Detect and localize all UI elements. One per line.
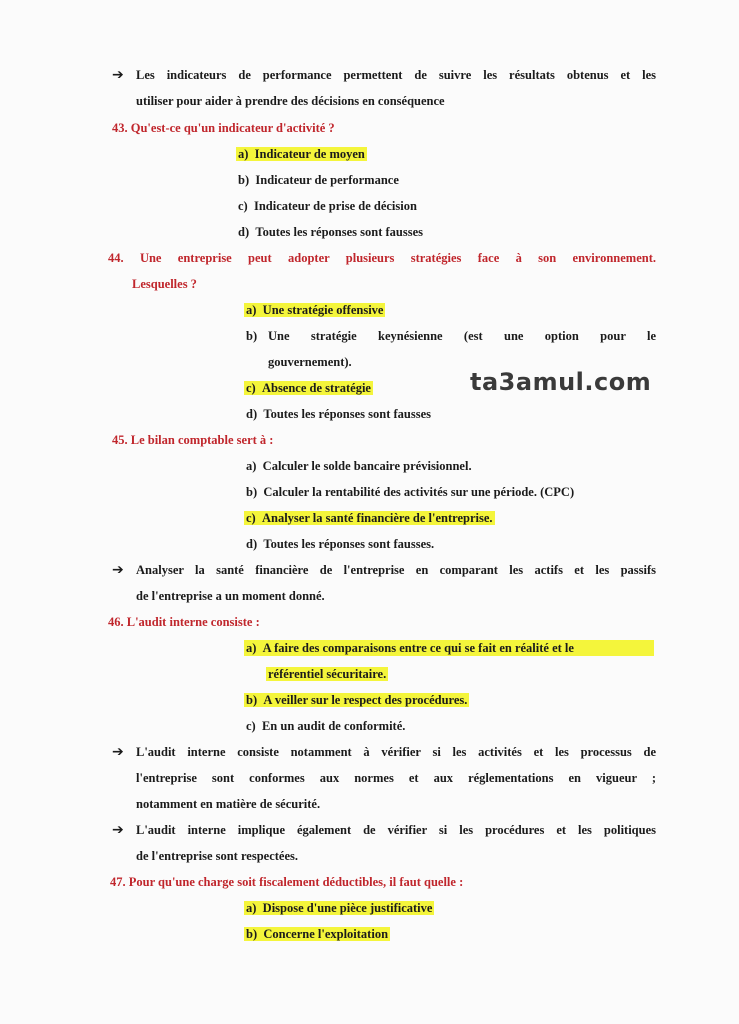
option-text: Une stratégie offensive: [262, 303, 384, 317]
option-text: Toutes les réponses sont fausses: [263, 407, 431, 421]
answer-option: [244, 692, 469, 708]
option-letter: c): [246, 719, 256, 733]
option-text: Analyser la santé financière de l'entreprise.: [261, 511, 493, 525]
note-line: de l'entreprise a un moment donné.: [136, 589, 325, 603]
answer-option: [244, 380, 373, 396]
option-text: En un audit de conformité.: [261, 719, 406, 733]
option-text: Calculer le solde bancaire prévisionnel.: [262, 459, 472, 473]
note-line: l'entreprise sont conformes aux normes et aux réglementations en vigueur ;: [136, 771, 656, 785]
arrow-icon: ➔: [112, 822, 124, 838]
answer-option: [244, 900, 434, 916]
answer-option: [244, 926, 390, 942]
note-line: Analyser la santé financière de l'entreprise en comparant les actifs et les passifs: [136, 563, 656, 577]
option-letter: d): [246, 407, 258, 421]
answer-option: [246, 484, 574, 500]
note-line: L'audit interne consiste notamment à vérifier si les activités et les processus de: [136, 745, 656, 759]
note-line: de l'entreprise sont respectées.: [136, 849, 298, 863]
answer-highlight: [244, 381, 373, 395]
option-text-cont: gouvernement).: [268, 355, 352, 369]
question-title: 43. Qu'est-ce qu'un indicateur d'activité ?: [112, 121, 335, 135]
option-text: Absence de stratégie: [261, 381, 371, 395]
option-letter: d): [238, 225, 250, 239]
question-title-cont: Lesquelles ?: [132, 277, 197, 291]
option-text: Dispose d'une pièce justificative: [262, 901, 433, 915]
option-text: Indicateur de performance: [255, 173, 399, 187]
answer-option: [244, 302, 385, 318]
option-text: Toutes les réponses sont fausses: [255, 225, 423, 239]
option-letter: a): [246, 901, 257, 915]
note-line: Les indicateurs de performance permettent de suivre les résultats obtenus et les: [136, 68, 656, 82]
option-letter: a): [246, 303, 257, 317]
question-title: 47. Pour qu'une charge soit fiscalement déductibles, il faut quelle :: [110, 875, 464, 889]
watermark-text: ta3amul.com: [470, 368, 652, 396]
option-letter: b): [238, 173, 250, 187]
option-text: A faire des comparaisons entre ce qui se fait en réalité et le: [262, 641, 574, 655]
option-letter: b): [246, 927, 258, 941]
answer-highlight: [244, 693, 469, 707]
answer-highlight: [244, 640, 654, 656]
answer-highlight: [244, 927, 390, 941]
answer-option: [238, 224, 423, 240]
answer-option: [244, 510, 495, 526]
arrow-icon: ➔: [112, 744, 124, 760]
answer-option: [238, 172, 399, 188]
option-letter: a): [246, 459, 257, 473]
option-letter: a): [246, 641, 257, 655]
answer-option: [246, 458, 472, 474]
answer-highlight: [244, 901, 434, 915]
option-letter: b): [246, 485, 258, 499]
answer-option: [244, 640, 654, 656]
question-title: 46. L'audit interne consiste :: [108, 615, 260, 629]
note-line: L'audit interne implique également de vérifier si les procédures et les politiques: [136, 823, 656, 837]
answer-highlight: [244, 511, 495, 525]
answer-highlight: [244, 303, 385, 317]
option-letter: d): [246, 537, 258, 551]
option-text: Indicateur de prise de décision: [253, 199, 417, 213]
answer-option: [246, 536, 434, 552]
answer-option: [246, 718, 405, 734]
arrow-icon: ➔: [112, 67, 124, 83]
answer-option: [238, 198, 417, 214]
option-letter: c): [238, 199, 248, 213]
answer-option: [236, 146, 367, 162]
arrow-icon: ➔: [112, 562, 124, 578]
option-text: Calculer la rentabilité des activités sur une période. (CPC): [263, 485, 575, 499]
option-text: Concerne l'exploitation: [263, 927, 389, 941]
option-text: Toutes les réponses sont fausses.: [263, 537, 435, 551]
option-text: A veiller sur le respect des procédures.: [263, 693, 468, 707]
option-letter: b): [246, 693, 258, 707]
option-letter: a): [238, 147, 249, 161]
option-letter: b): [246, 329, 258, 343]
answer-option: [246, 406, 431, 422]
option-letter: c): [246, 381, 256, 395]
question-title: 45. Le bilan comptable sert à :: [112, 433, 274, 447]
note-line: utiliser pour aider à prendre des décisions en conséquence: [136, 94, 445, 108]
option-text: Indicateur de moyen: [254, 147, 365, 161]
question-title: 44. Une entreprise peut adopter plusieurs stratégies face à son environnement.: [108, 251, 656, 265]
answer-highlight: [236, 147, 367, 161]
note-line: notamment en matière de sécurité.: [136, 797, 321, 811]
answer-option-cont: [266, 666, 388, 682]
option-letter: c): [246, 511, 256, 525]
option-text: Une stratégie keynésienne (est une option pour le: [268, 329, 656, 343]
answer-highlight: référentiel sécuritaire.: [268, 667, 387, 681]
